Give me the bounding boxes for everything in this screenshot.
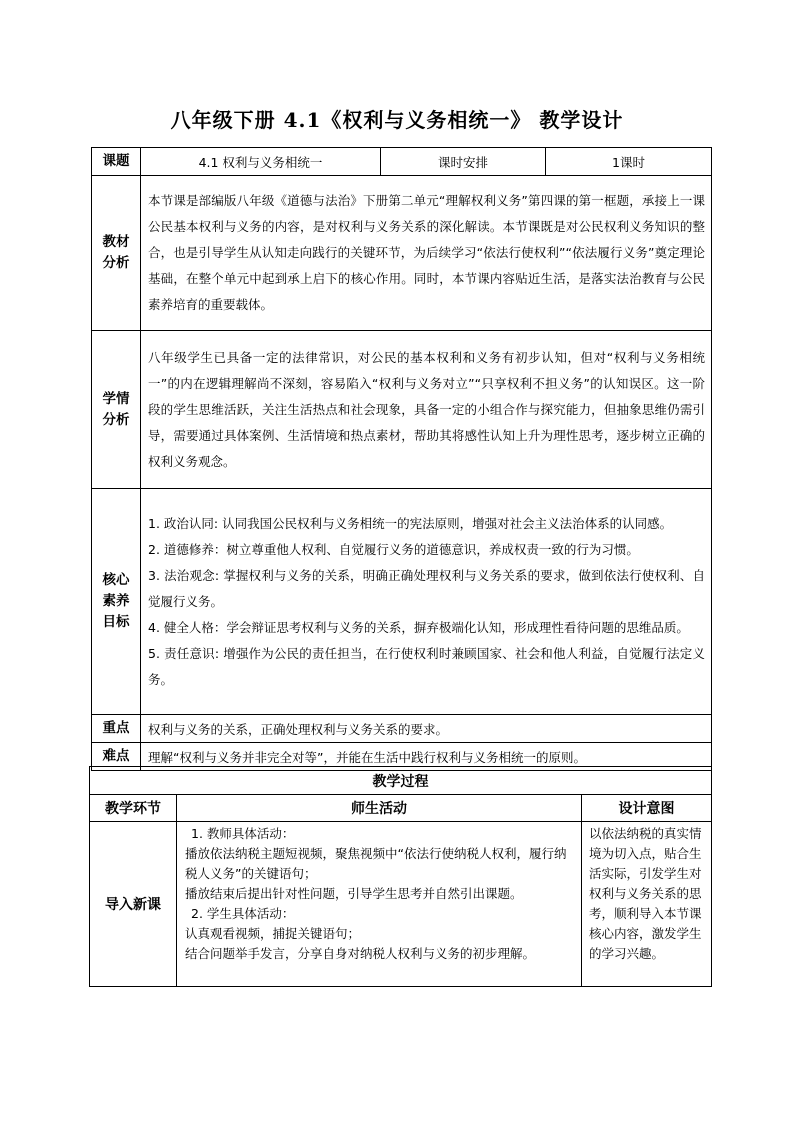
activity-line: 认真观看视频，捕捉关键语句； [185,926,361,941]
topic-row [92,148,712,176]
stage-cell: 导入新课 [90,822,177,987]
key-point-label: 重点 [92,715,141,743]
student-row [92,331,712,489]
process-section-row [90,767,712,795]
goals-row [92,489,712,715]
document-title: 八年级下册 4.1《权利与义务相统一》 教学设计 [170,108,624,132]
process-section-title: 教学过程 [90,767,712,795]
material-analysis: 本节课是部编版八年级《道德与法治》下册第二单元“理解权利义务”第四课的第一框题，承接上一课公民基本权利与义务的内容，是对权利与义务关系的深化解读。本节课既是对公民权利义务知识的整合，也是引导学生从认知走向践行的关键环节，为后续学习“依法行使权利”“依法履行义务”奠定理论基础，在整个单元中起到承上启下的核心作用。同时，本节课内容贴近生活，是落实法治教育与公民素养培育的重要载体。 [141,176,712,331]
topic-label: 课题 [92,148,141,176]
activity-line: 1. 教师具体活动： [191,826,295,841]
activity-line: 播放结束后提出针对性问题，引导学生思考并自然引出课题。 [185,886,523,901]
activity-line: 结合问题举手发言，分享自身对纳税人权利与义务的初步理解。 [185,946,536,961]
material-row [92,176,712,331]
teaching-process-table [89,766,712,987]
student-analysis: 八年级学生已具备一定的法律常识，对公民的基本权利和义务有初步认知，但对“权利与义务相统一”的内在逻辑理解尚不深刻，容易陷入“权利与义务对立”“只享权利不担义务”的认知误区。这一阶段的学生思维活跃，关注生活热点和社会现象，具备一定的小组合作与探究能力，但抽象思维仍需引导，需要通过具体案例、生活情境和热点素材，帮助其将感性认知上升为理性思考，逐步树立正确的权利义务观念。 [141,331,712,489]
schedule-value: 1课时 [546,148,712,176]
lesson-info-table [91,147,712,771]
activity-line: 2. 学生具体活动： [191,906,295,921]
student-label: 学情 分析 [92,331,141,489]
difficulty-label: 难点 [92,743,141,771]
core-literacy-goals [141,489,712,715]
key-point-row [92,715,712,743]
goal-item: 3. 法治观念: 掌握权利与义务的关系，明确正确处理权利与义务关系的要求，做到依法行使权利、自觉履行义务。 [148,567,705,609]
activity-line: 播放依法纳税主题短视频，聚焦视频中“依法行使纳税人权利，履行纳税人义务”的关键语句； [185,846,567,881]
goal-item: 2. 道德修养：树立尊重他人权利、自觉履行义务的道德意识，养成权责一致的行为习惯。 [148,541,639,557]
activity-cell [177,822,582,987]
table-row [90,822,712,987]
process-header-row [90,795,712,822]
goal-item: 1. 政治认同: 认同我国公民权利与义务相统一的宪法原则，增强对社会主义法治体系的认同感。 [148,515,673,531]
goals-label: 核心 素养 目标 [92,489,141,715]
intent-cell: 以依法纳税的真实情境为切入点，贴合生活实际，引发学生对权利与义务关系的思考，顺利导入本节课核心内容，激发学生的学习兴趣。 [582,822,712,987]
stage-column-header: 教学环节 [90,795,177,822]
topic-value: 4.1 权利与义务相统一 [141,148,381,176]
goal-item: 4. 健全人格：学会辩证思考权利与义务的关系，摒弃极端化认知，形成理性看待问题的思维品质。 [148,619,689,635]
key-point-text: 权利与义务的关系，正确处理权利与义务关系的要求。 [141,715,712,743]
intent-column-header: 设计意图 [582,795,712,822]
schedule-label: 课时安排 [381,148,546,176]
difficulty-text: 理解“权利与义务并非完全对等”，并能在生活中践行权利与义务相统一的原则。 [141,743,712,771]
goal-item: 5. 责任意识: 增强作为公民的责任担当，在行使权利时兼顾国家、社会和他人利益，自觉履行法定义务。 [148,645,705,687]
material-label: 教材 分析 [92,176,141,331]
activity-column-header: 师生活动 [177,795,582,822]
